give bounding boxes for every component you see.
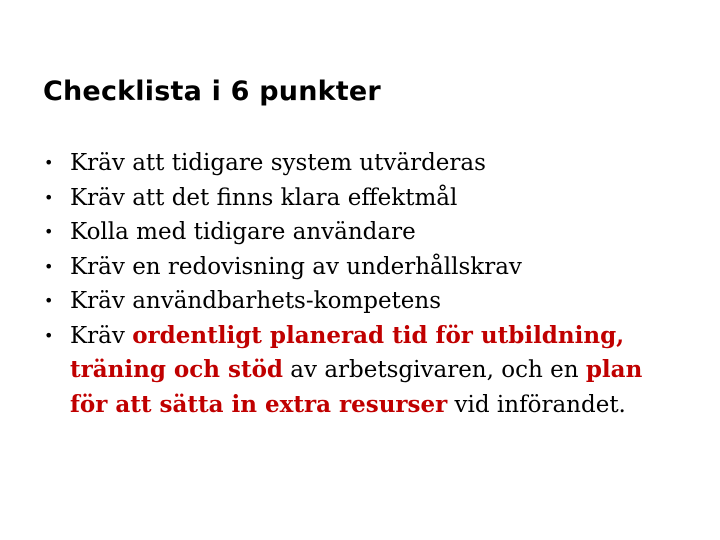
list-item-text: Kolla med tidigare användare (70, 219, 416, 245)
bullet-icon: • (44, 325, 54, 345)
list-item-text: Kräv en redovisning av underhållskrav (70, 253, 522, 280)
list-item-text-part: Kräv (70, 322, 133, 349)
list-item-text-part: vid införandet. (447, 391, 626, 418)
list-item (44, 284, 684, 319)
highlighted-text: plan för att sätta in extra resurser (70, 356, 643, 418)
list-item-text: Kräv att det finns klara effektmål (70, 184, 458, 211)
list-item-text-part: av arbetsgivaren, och en (283, 357, 586, 383)
list-item (44, 215, 684, 250)
bullet-icon: • (44, 222, 54, 241)
list-item (44, 181, 684, 216)
bullet-icon: • (44, 153, 54, 172)
bullet-icon: • (44, 291, 54, 310)
slide-title: Checklista i 6 punkter (43, 76, 381, 107)
checklist (44, 146, 684, 422)
list-item (44, 319, 684, 423)
list-item-text: Kräv användbarhets-kompetens (70, 288, 442, 314)
bullet-icon: • (44, 187, 54, 207)
list-item-text: Kräv att tidigare system utvärderas (70, 150, 486, 176)
bullet-icon: • (44, 256, 54, 276)
list-item (44, 250, 684, 285)
list-item (44, 146, 684, 181)
highlighted-text: ordentligt planerad tid för utbildning, träning och stöd (70, 321, 625, 383)
